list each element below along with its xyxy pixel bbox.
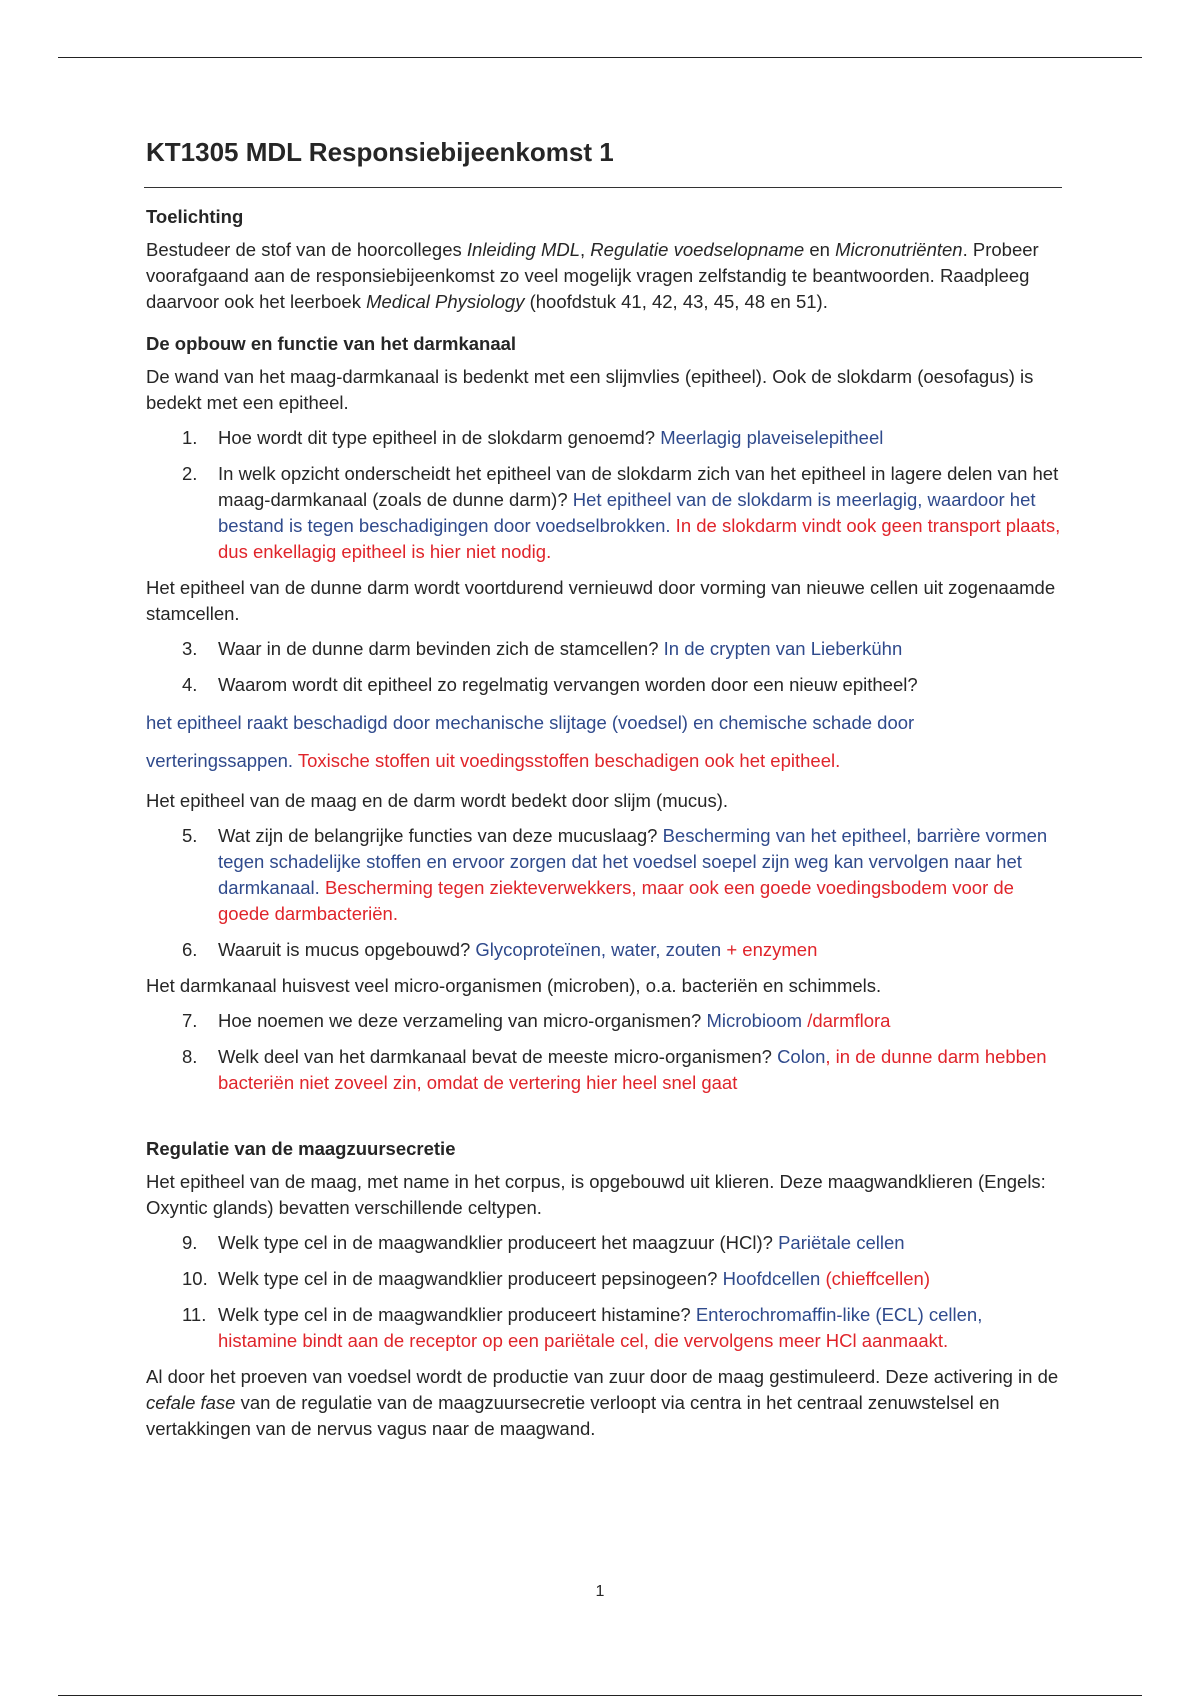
question-item: 5. Wat zijn de belangrijke functies van deze mucuslaag? Bescherming van het epitheel, barrière vormen tegen schadelijke stoffen en ervoor zorgen dat het voedsel soepel zijn weg kan vervolgen naar het darmkanaal. Bescherming tegen ziekteverwekkers, maar ook een goede voedingsbodem voor de goede darmbacteriën. — [182, 825, 1048, 924]
question-item: 2. In welk opzicht onderscheidt het epitheel van de slokdarm zich van het epitheel in lagere delen van het maag-darmkanaal (zoals de dunne darm)? Het epitheel van de slokdarm is meerlagig, waardoor het bestand is tegen beschadigingen door voedselbrokken. In de slokdarm vindt ook geen transport plaats, dus enkellagig epitheel is hier niet nodig. — [182, 463, 1061, 562]
intro-paragraph: Het epitheel van de maag en de darm wordt bedekt door slijm (mucus). — [146, 790, 729, 811]
page-bottom-rule — [58, 1695, 1142, 1696]
toelichting-heading: Toelichting — [146, 206, 244, 227]
question-item: 6. Waaruit is mucus opgebouwd? Glycoproteïnen, water, zouten + enzymen — [182, 939, 818, 960]
question-item: 4. Waarom wordt dit epitheel zo regelmatig vervangen worden door een nieuw epitheel? — [182, 674, 918, 695]
question-item: 7. Hoe noemen we deze verzameling van micro-organismen? Microbioom /darmflora — [182, 1010, 891, 1031]
intro-paragraph: Het darmkanaal huisvest veel micro-organismen (microben), o.a. bacteriën en schimmels. — [146, 975, 882, 996]
question-item: 11. Welk type cel in de maagwandklier produceert histamine? Enterochromaffin-like (ECL) cellen, histamine bindt aan de receptor op een pariëtale cel, die vervolgens meer HCl aanmaakt. — [182, 1304, 983, 1351]
document-title: KT1305 MDL Responsiebijeenkomst 1 — [146, 137, 614, 167]
question-item: 3. Waar in de dunne darm bevinden zich de stamcellen? In de crypten van Lieberkühn — [182, 638, 903, 659]
intro-paragraph: De wand van het maag-darmkanaal is bedenkt met een slijmvlies (epitheel). Ook de slokdarm (oesofagus) is bedekt met een epitheel. — [146, 366, 1034, 413]
question-list — [146, 1230, 1062, 1354]
page-number: 1 — [595, 1583, 605, 1600]
section-heading-darmkanaal: De opbouw en functie van het darmkanaal — [146, 333, 517, 354]
question-item: 1. Hoe wordt dit type epitheel in de slokdarm genoemd? Meerlagig plaveiselepitheel — [182, 427, 884, 448]
question-item: 10. Welk type cel in de maagwandklier produceert pepsinogeen? Hoofdcellen (chieffcellen) — [182, 1268, 930, 1289]
question-list — [146, 425, 1062, 565]
intro-paragraph: Het epitheel van de maag, met name in het corpus, is opgebouwd uit klieren. Deze maagwandklieren (Engels: Oxyntic glands) bevatten verschillende celtypen. — [146, 1171, 1046, 1218]
title-divider — [144, 187, 1062, 188]
section-heading-maagzuur: Regulatie van de maagzuursecretie — [146, 1138, 456, 1159]
toelichting-paragraph: Bestudeer de stof van de hoorcolleges Inleiding MDL, Regulatie voedselopname en Micronutriënten. Probeer voorafgaand aan de responsiebijeenkomst zo veel mogelijk vragen zelfstandig te beantwoorden. Raadpleeg daarvoor ook het leerboek Medical Physiology (hoofdstuk 41, 42, 43, 45, 48 en 51). — [146, 239, 1039, 312]
question-list — [146, 636, 1062, 698]
question-item: 9. Welk type cel in de maagwandklier produceert het maagzuur (HCl)? Pariëtale cellen — [182, 1232, 905, 1253]
question-item: 8. Welk deel van het darmkanaal bevat de meeste micro-organismen? Colon, in de dunne darm hebben bacteriën niet zoveel zin, omdat de vertering hier heel snel gaat — [182, 1046, 1047, 1093]
answer-paragraph: het epitheel raakt beschadigd door mechanische slijtage (voedsel) en chemische schade door verteringssappen. Toxische stoffen uit voedingsstoffen beschadigen ook het epitheel. — [146, 712, 915, 771]
question-list — [146, 823, 1062, 963]
intro-paragraph: Het epitheel van de dunne darm wordt voortdurend vernieuwd door vorming van nieuwe cellen uit zogenaamde stamcellen. — [146, 577, 1056, 624]
cefale-fase-paragraph: Al door het proeven van voedsel wordt de productie van zuur door de maag gestimuleerd. Deze activering in de cefale fase van de regulatie van de maagzuursecretie verloopt via centra in het centraal zenuwstelsel en vertakkingen van de nervus vagus naar de maagwand. — [146, 1366, 1059, 1439]
page-top-rule — [58, 57, 1142, 58]
document-body — [146, 128, 1062, 1451]
question-list — [146, 1008, 1062, 1096]
